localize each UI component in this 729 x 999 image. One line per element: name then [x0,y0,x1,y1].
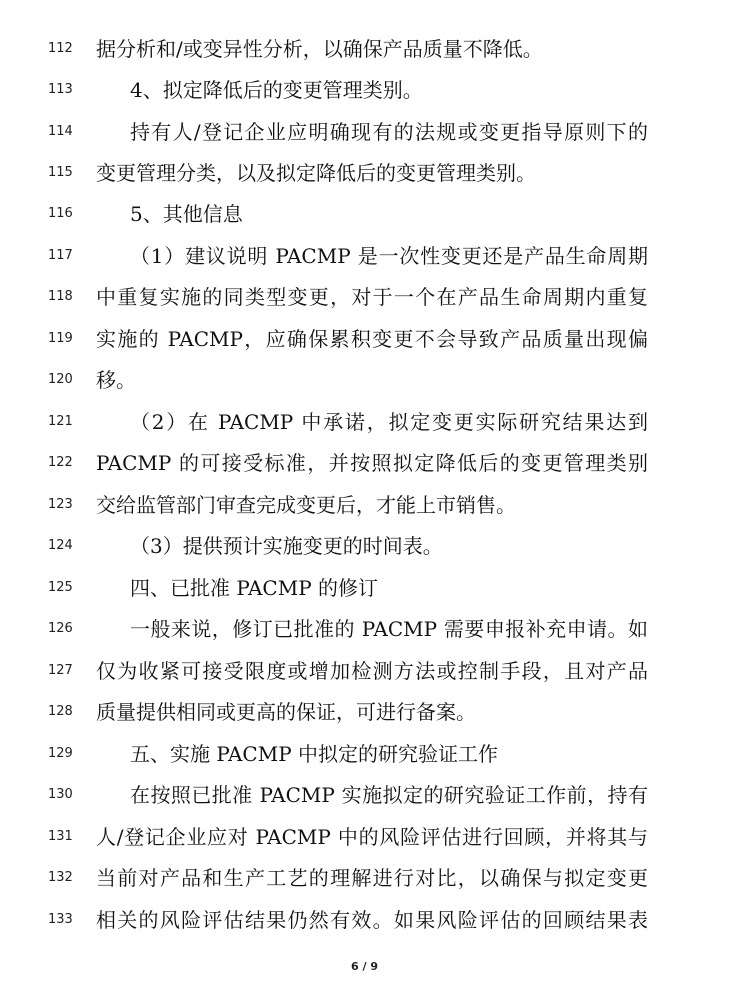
line-text: 交给监管部门审查完成变更后，才能上市销售。 [96,493,516,517]
line-number: 124 [48,538,73,553]
line-number: 127 [48,663,73,678]
line-text: PACMP 的可接受标准，并按照拟定降低后的变更管理类别 [96,451,648,475]
line-text: 一般来说，修订已批准的 PACMP 需要申报补充申请。如 [130,617,648,641]
text-line [0,490,729,520]
line-text: 5、其他信息 [130,202,243,226]
page-indicator: 6 / 9 [351,960,378,973]
text-line [0,282,729,312]
text-line [0,365,729,395]
text-line [0,241,729,271]
line-text: 质量提供相同或更高的保证，可进行备案。 [96,700,476,724]
line-number: 115 [48,165,73,180]
line-number: 130 [48,787,73,802]
line-number: 117 [48,248,73,263]
text-line [0,614,729,644]
line-number: 116 [48,206,73,221]
text-line [0,324,729,354]
text-line [0,407,729,437]
section-heading: 四、已批准 PACMP 的修订 [130,576,379,600]
line-text: 移。 [96,368,136,392]
line-number: 120 [48,372,73,387]
text-line [0,34,729,64]
text-line [0,780,729,810]
line-text: 持有人/登记企业应明确现有的法规或变更指导原则下的 [130,120,648,144]
line-text: （2）在 PACMP 中承诺，拟定变更实际研究结果达到 [130,410,648,434]
line-text: 当前对产品和生产工艺的理解进行对比，以确保与拟定变更 [96,866,648,890]
text-line [0,905,729,935]
line-number: 122 [48,455,73,470]
line-number: 112 [48,41,73,56]
line-number: 129 [48,746,73,761]
line-text: 仅为收紧可接受限度或增加检测方法或控制手段，且对产品 [96,659,648,683]
line-text: 4、拟定降低后的变更管理类别。 [130,78,423,102]
text-line [0,117,729,147]
line-number: 113 [48,82,73,97]
line-text: 在按照已批准 PACMP 实施拟定的研究验证工作前，持有 [130,783,648,807]
line-text: 据分析和/或变异性分析，以确保产品质量不降低。 [96,37,543,61]
text-line [0,75,729,105]
section-heading: 五、实施 PACMP 中拟定的研究验证工作 [130,742,499,766]
text-line [0,697,729,727]
line-text: 中重复实施的同类型变更，对于一个在产品生命周期内重复 [96,285,648,309]
line-number: 128 [48,704,73,719]
text-line [0,158,729,188]
line-number: 118 [48,289,73,304]
line-number: 119 [48,331,73,346]
line-text: 人/登记企业应对 PACMP 中的风险评估进行回顾，并将其与 [96,825,648,849]
text-line [0,531,729,561]
line-text: 实施的 PACMP，应确保累积变更不会导致产品质量出现偏 [96,327,648,351]
line-number: 132 [48,870,73,885]
text-line [0,739,729,769]
line-text: （3）提供预计实施变更的时间表。 [130,534,443,558]
line-number: 114 [48,124,73,139]
text-line [0,822,729,852]
line-number: 133 [48,912,73,927]
text-line [0,573,729,603]
line-number: 125 [48,580,73,595]
line-number: 123 [48,497,73,512]
line-text: 相关的风险评估结果仍然有效。如果风险评估的回顾结果表 [96,908,648,932]
text-line [0,656,729,686]
line-number: 131 [48,829,73,844]
text-line [0,448,729,478]
line-text: （1）建议说明 PACMP 是一次性变更还是产品生命周期 [130,244,648,268]
text-line [0,863,729,893]
text-line [0,199,729,229]
line-number: 121 [48,414,73,429]
line-number: 126 [48,621,73,636]
line-text: 变更管理分类，以及拟定降低后的变更管理类别。 [96,161,536,185]
